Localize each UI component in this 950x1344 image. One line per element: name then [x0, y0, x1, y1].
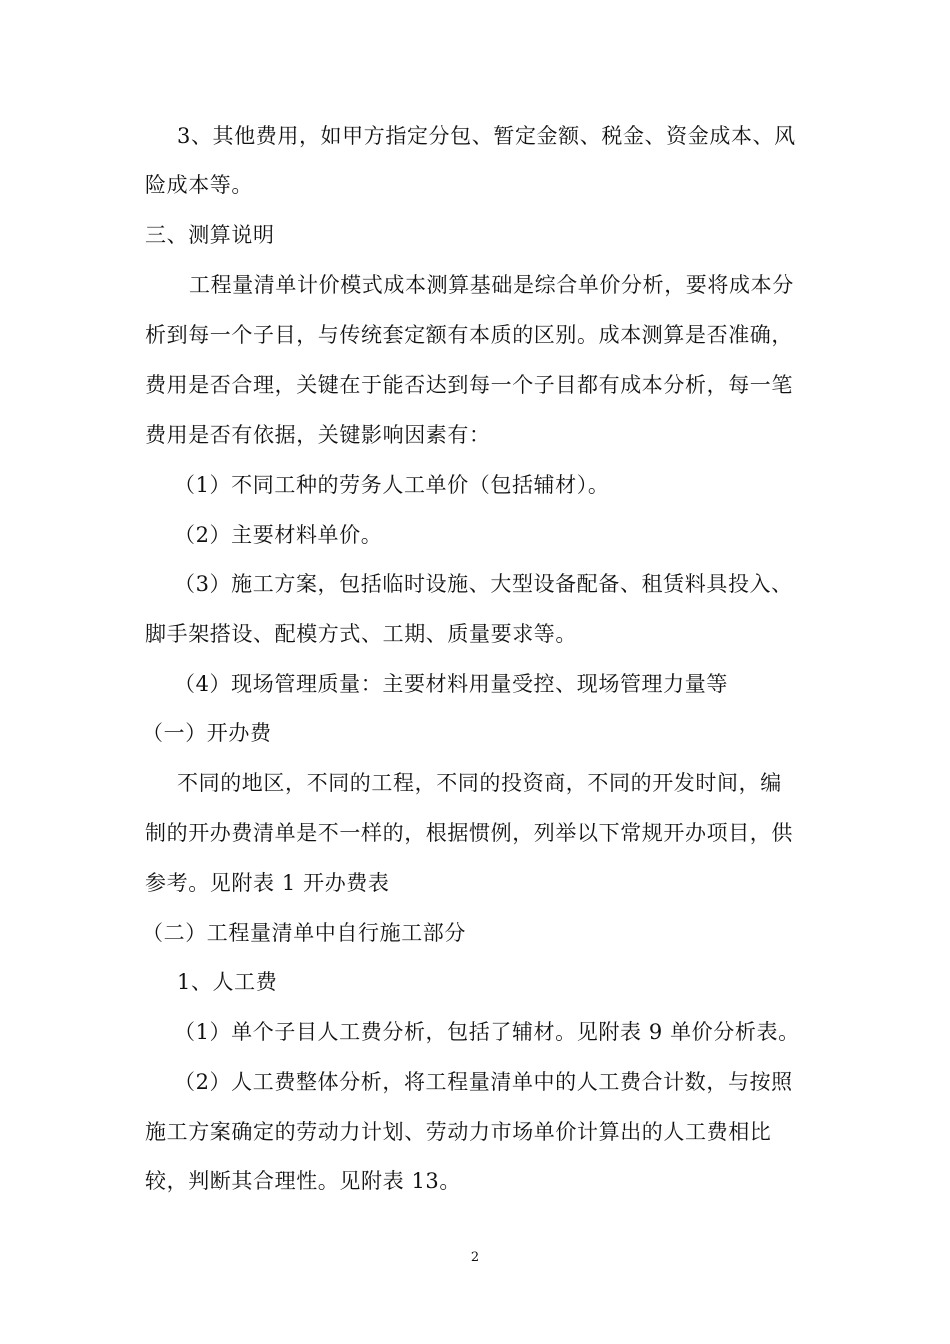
list-item: （2）主要材料单价。	[174, 523, 383, 547]
text-line: 脚手架搭设、配模方式、工期、质量要求等。	[145, 622, 577, 646]
text-line: 参考。见附表 1 开办费表	[145, 871, 390, 895]
section-heading: 三、测算说明	[145, 223, 275, 247]
list-item: （4）现场管理质量：主要材料用量受控、现场管理力量等	[174, 672, 728, 696]
text-line: 较，判断其合理性。见附表 13。	[145, 1169, 461, 1193]
text-line: 费用是否有依据，关键影响因素有：	[145, 423, 491, 447]
list-item: （1）不同工种的劳务人工单价（包括辅材）。	[174, 473, 610, 497]
text-line: 工程量清单计价模式成本测算基础是综合单价分析，要将成本分	[189, 273, 794, 297]
text-line: 费用是否合理，关键在于能否达到每一个子目都有成本分析，每一笔	[145, 373, 793, 397]
list-heading: 1、人工费	[177, 970, 278, 994]
text-line: 析到每一个子目，与传统套定额有本质的区别。成本测算是否准确，	[145, 323, 793, 347]
text-line: 制的开办费清单是不一样的，根据惯例，列举以下常规开办项目，供	[145, 821, 793, 845]
list-item: （3）施工方案，包括临时设施、大型设备配备、租赁料具投入、	[174, 572, 793, 596]
subsection-heading: （一）开办费	[142, 721, 272, 745]
list-item: （1）单个子目人工费分析，包括了辅材。见附表 9 单价分析表。	[174, 1020, 800, 1044]
text-line: 施工方案确定的劳动力计划、劳动力市场单价计算出的人工费相比	[145, 1120, 772, 1144]
text-line: 3、其他费用，如甲方指定分包、暂定金额、税金、资金成本、风	[177, 124, 796, 148]
page-number: 2	[470, 1250, 480, 1265]
text-line: 不同的地区，不同的工程，不同的投资商，不同的开发时间，编	[177, 771, 782, 795]
subsection-heading: （二）工程量清单中自行施工部分	[142, 921, 466, 945]
list-item: （2）人工费整体分析，将工程量清单中的人工费合计数，与按照	[174, 1070, 793, 1094]
text-line: 险成本等。	[145, 173, 253, 197]
